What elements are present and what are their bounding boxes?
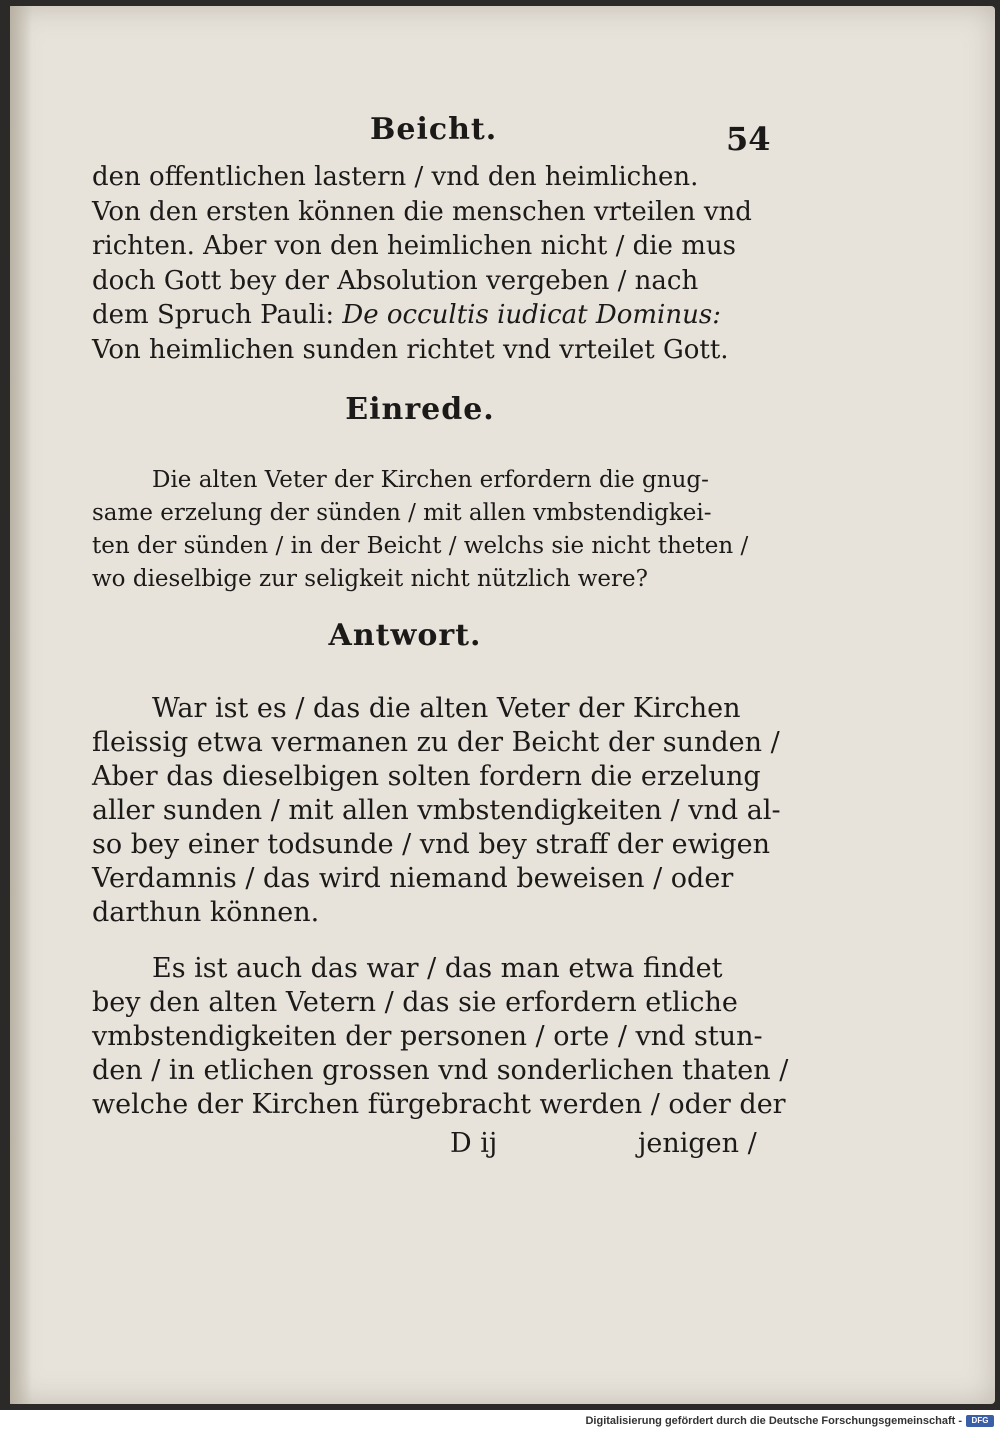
page-number: 54 [726,120,771,158]
text-line: doch Gott bey der Absolution vergeben / nach [92,265,699,296]
text-line: Es ist auch das war / das man etwa findet [152,953,723,984]
paragraph-1 [92,160,760,367]
paragraph-objection [92,464,760,596]
page-gutter-shadow [10,6,32,1404]
text-line: wo dieselbige zur seligkeit nicht nützlich were? [92,566,648,592]
text-line: so bey einer todsunde / vnd bey straff der ewigen [92,829,771,860]
text-line: Verdamnis / das wird niemand beweisen / oder [92,863,734,894]
text-line: ten der sünden / in der Beicht / welchs sie nicht theten / [92,533,749,559]
text-line [92,298,760,333]
funding-notice: Digitalisierung gefördert durch die Deutsche Forschungsgemeinschaft - [585,1415,962,1427]
text-line: Von den ersten können die menschen vrteilen vnd [92,196,752,227]
text-line: same erzelung der sünden / mit allen vmbstendigkei- [92,500,712,526]
text-line: aller sunden / mit allen vmbstendigkeiten / vnd al- [92,795,781,826]
text-line: bey den alten Vetern / das sie erfordern etliche [92,987,738,1018]
latin-quote: De occultis iudicat Dominus: [342,300,721,330]
signature-mark: D ij [450,1128,498,1159]
text-line: Aber das dieselbigen solten fordern die erzelung [92,761,761,792]
text-line: den offentlichen lastern / vnd den heimlichen. [92,162,699,192]
text-line: War ist es / das die alten Veter der Kirchen [152,693,741,724]
dfg-logo-icon: DFG [966,1415,994,1427]
text-line: welche der Kirchen fürgebracht werden / oder der [92,1089,786,1120]
page-header [0,112,1000,156]
section-heading-antwort: Antwort. [328,618,482,653]
text-line: darthun können. [92,897,320,928]
page-foot [0,1128,1000,1164]
text-line: vmbstendigkeiten der personen / orte / vnd stun- [92,1021,763,1052]
text-line: richten. Aber von den heimlichen nicht / die mus [92,231,736,261]
paragraph-answer [92,692,781,930]
paragraph-continuation [92,952,789,1122]
catchword: jenigen / [638,1128,757,1159]
text-segment: dem Spruch Pauli: [92,300,335,330]
digitization-footer [0,1410,1000,1431]
section-heading-einrede: Einrede. [345,392,495,427]
text-line: den / in etlichen grossen vnd sonderlichen thaten / [92,1055,789,1086]
text-line: fleissig etwa vermanen zu der Beicht der sunden / [92,727,780,758]
running-head: Beicht. [370,112,498,147]
text-line: Die alten Veter der Kirchen erfordern die gnug- [152,467,709,493]
text-line: Von heimlichen sunden richtet vnd vrteilet Gott. [92,334,729,365]
